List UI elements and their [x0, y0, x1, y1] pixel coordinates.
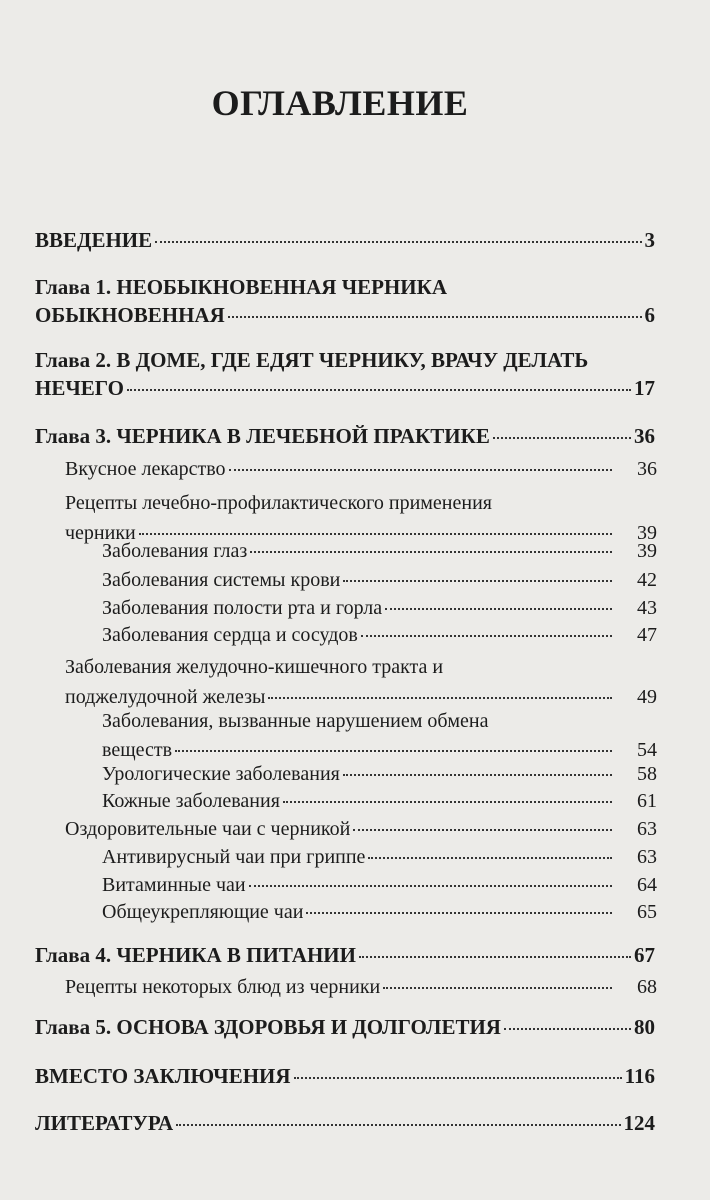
toc-page-number: 116: [624, 1064, 655, 1088]
toc-entry-subsection[interactable]: [102, 901, 657, 924]
toc-entry-subsection[interactable]: [102, 763, 657, 786]
dot-leader: [493, 437, 631, 439]
toc-entry-section[interactable]: [65, 976, 657, 999]
toc-page-number: 39: [637, 522, 657, 544]
toc-page-number: 39: [637, 540, 657, 562]
toc-entry-label: Кожные заболевания: [102, 790, 280, 812]
toc-page-number: 54: [637, 739, 657, 761]
toc-entry-label: Глава 4. ЧЕРНИКА В ПИТАНИИ: [35, 943, 356, 967]
toc-entry-label: ЛИТЕРАТУРА: [35, 1111, 174, 1135]
toc-entry-chapter-1[interactable]: [35, 273, 655, 329]
toc-page-number: 63: [637, 818, 657, 840]
toc-entry-subsection[interactable]: [102, 624, 657, 647]
dot-leader: [176, 1124, 620, 1126]
dot-leader: [385, 608, 612, 610]
toc-page-number: 124: [623, 1111, 655, 1135]
page-title: ОГЛАВЛЕНИЕ: [211, 83, 469, 123]
dot-leader: [250, 551, 612, 553]
dot-leader: [175, 750, 612, 752]
toc-entry-section[interactable]: [65, 458, 657, 481]
toc-entry-label: Антивирусный чаи при гриппе: [102, 846, 366, 868]
toc-entry-label-line1: Заболевания желудочно-кишечного тракта и: [65, 656, 444, 678]
toc-page-number: 58: [637, 763, 657, 785]
dot-leader: [361, 635, 612, 637]
toc-entry-label: Рецепты некоторых блюд из черники: [65, 976, 381, 998]
dot-leader: [504, 1028, 631, 1030]
dot-leader: [294, 1077, 622, 1079]
toc-entry-label: Витаминные чаи: [102, 874, 246, 896]
toc-page-number: 61: [637, 790, 657, 812]
toc-entry-section[interactable]: [65, 652, 657, 712]
toc-page-number: 6: [644, 303, 655, 327]
toc-entry-label: ОБЫКНОВЕННАЯ: [35, 303, 225, 327]
toc-page-number: 67: [634, 943, 655, 967]
toc-entry-subsection[interactable]: [102, 569, 657, 592]
toc-page-number: 63: [637, 846, 657, 868]
toc-page-number: 36: [637, 458, 657, 480]
toc-page-number: 3: [644, 228, 655, 252]
toc-page-number: 80: [634, 1015, 655, 1039]
dot-leader: [249, 885, 612, 887]
toc-entry-chapter-4[interactable]: [35, 943, 655, 968]
toc-entry-label-line1: Глава 2. В ДОМЕ, ГДЕ ЕДЯТ ЧЕРНИКУ, ВРАЧУ ДЕЛАТЬ: [35, 348, 589, 372]
toc-entry-label: Глава 3. ЧЕРНИКА В ЛЕЧЕБНОЙ ПРАКТИКЕ: [35, 424, 490, 448]
toc-page-number: 47: [637, 624, 657, 646]
toc-entry-label: ВМЕСТО ЗАКЛЮЧЕНИЯ: [35, 1064, 291, 1088]
toc-entry-label: Заболевания полости рта и горла: [102, 597, 383, 619]
toc-entry-subsection[interactable]: [102, 874, 657, 897]
dot-leader: [283, 801, 612, 803]
toc-entry-label: поджелудочной железы: [65, 686, 266, 708]
dot-leader: [127, 389, 631, 391]
toc-entry-introduction[interactable]: [35, 228, 655, 253]
toc-entry-label: Урологические заболевания: [102, 763, 340, 785]
toc-entry-label: НЕЧЕГО: [35, 376, 124, 400]
toc-entry-section[interactable]: [65, 488, 657, 548]
dot-leader: [353, 829, 612, 831]
dot-leader: [139, 533, 612, 535]
toc-entry-subsection[interactable]: [102, 597, 657, 620]
toc-page-number: 42: [637, 569, 657, 591]
toc-page-number: 36: [634, 424, 655, 448]
toc-page-number: 64: [637, 874, 657, 896]
dot-leader: [155, 241, 641, 243]
toc-entry-chapter-5[interactable]: [35, 1015, 655, 1040]
toc-entry-section[interactable]: [65, 818, 657, 841]
toc-entry-label-line1: Глава 1. НЕОБЫКНОВЕННАЯ ЧЕРНИКА: [35, 275, 448, 299]
dot-leader: [228, 316, 642, 318]
toc-entry-chapter-2[interactable]: [35, 346, 655, 402]
toc-entry-label: Общеукрепляющие чаи: [102, 901, 304, 923]
toc-entry-conclusion[interactable]: [35, 1064, 655, 1089]
dot-leader: [343, 580, 612, 582]
toc-entry-subsection[interactable]: [102, 540, 657, 563]
toc-entry-subsection[interactable]: [102, 790, 657, 813]
toc-entry-bibliography[interactable]: [35, 1111, 655, 1136]
toc-page-number: 17: [634, 376, 655, 400]
dot-leader: [383, 987, 612, 989]
toc-entry-label: Заболевания глаз: [102, 540, 248, 562]
dot-leader: [268, 697, 612, 699]
toc-entry-chapter-3[interactable]: [35, 424, 655, 449]
dot-leader: [368, 857, 612, 859]
dot-leader: [343, 774, 612, 776]
toc-entry-label-line1: Заболевания, вызванные нарушением обмена: [102, 710, 489, 732]
toc-entry-subsection[interactable]: [102, 707, 657, 765]
toc-entry-label-line1: Рецепты лечебно-профилактического применения: [65, 492, 492, 514]
toc-entry-label: черники: [65, 522, 136, 544]
toc-entry-label: Вкусное лекарство: [65, 458, 226, 480]
toc-entry-label: ВВЕДЕНИЕ: [35, 228, 153, 252]
toc-entry-label: Оздоровительные чаи с черникой: [65, 818, 351, 840]
toc-page-number: 65: [637, 901, 657, 923]
toc-entry-label: Заболевания системы крови: [102, 569, 341, 591]
toc-page-number: 43: [637, 597, 657, 619]
toc-page-number: 49: [637, 686, 657, 708]
dot-leader: [229, 469, 612, 471]
dot-leader: [359, 956, 631, 958]
toc-entry-label: Заболевания сердца и сосудов: [102, 624, 358, 646]
toc-page-number: 68: [637, 976, 657, 998]
dot-leader: [306, 912, 612, 914]
toc-entry-label: веществ: [102, 739, 173, 761]
toc-entry-label: Глава 5. ОСНОВА ЗДОРОВЬЯ И ДОЛГОЛЕТИЯ: [35, 1015, 501, 1039]
toc-entry-subsection[interactable]: [102, 846, 657, 869]
